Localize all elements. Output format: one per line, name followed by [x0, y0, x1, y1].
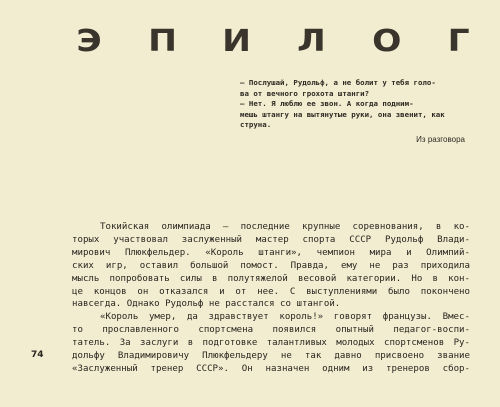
- title-letter: О: [371, 23, 402, 59]
- body-line: Токийская олимпиада — последние крупные соревнования, в ко-: [100, 222, 470, 232]
- body-line: дольфу Владимировичу Плюкфельдеру не так давно присвоено звание: [72, 351, 470, 362]
- title-letter: И: [222, 23, 252, 59]
- body-line: мирович Плюкфельдер. «Король штанги», чемпион мира и Олимпий-: [72, 247, 470, 258]
- body-line: навсегда. Однако Рудольф не расстался со штангой.: [72, 299, 341, 310]
- epigraph-line: струна.: [240, 120, 272, 130]
- body-line: «Король умер, да здравствует король!» говорят французы. Вмес-: [100, 312, 470, 323]
- body-line: мысль попробовать силы в полутяжелой весовой категории. Но в кон-: [72, 273, 470, 284]
- title-letter: Э: [76, 23, 102, 59]
- title-letter: Г: [447, 23, 470, 59]
- body-line: татель. За заслуги в подготовке талантливых молодых спортсменов Ру-: [72, 338, 470, 349]
- epigraph: [240, 78, 465, 146]
- chapter-title-epilog: [76, 23, 470, 59]
- body-line: «Заслуженный тренер СССР». Он назначен одним из тренеров сбор-: [72, 363, 470, 374]
- body-line: ских игр, оставил большой помост. Правда, ему не раз приходила: [72, 260, 470, 271]
- title-letter: Л: [297, 23, 326, 59]
- body-line: то прославленного спортсмена появился опытный педагог-воспи-: [72, 325, 470, 336]
- body-text: [72, 221, 470, 376]
- title-letter: П: [147, 23, 177, 59]
- body-line: це концов он отказался и от нее. С выступлениями было покончено: [72, 286, 470, 297]
- epigraph-source: Из разговора: [416, 134, 465, 144]
- epigraph-line: — Нет. Я люблю ее звон. А когда подним-: [240, 99, 414, 109]
- epigraph-line: ва от вечного грохота штанги?: [240, 88, 370, 98]
- body-line: торых участвовал заслуженный мастер спорта СССР Рудольф Влади-: [72, 234, 470, 245]
- epigraph-line: мешь штангу на вытянутые руки, она звенит, как: [240, 109, 445, 119]
- epigraph-line: — Послушай, Рудольф, а не болит у тебя голо-: [240, 78, 436, 87]
- page-number: 74: [31, 350, 44, 360]
